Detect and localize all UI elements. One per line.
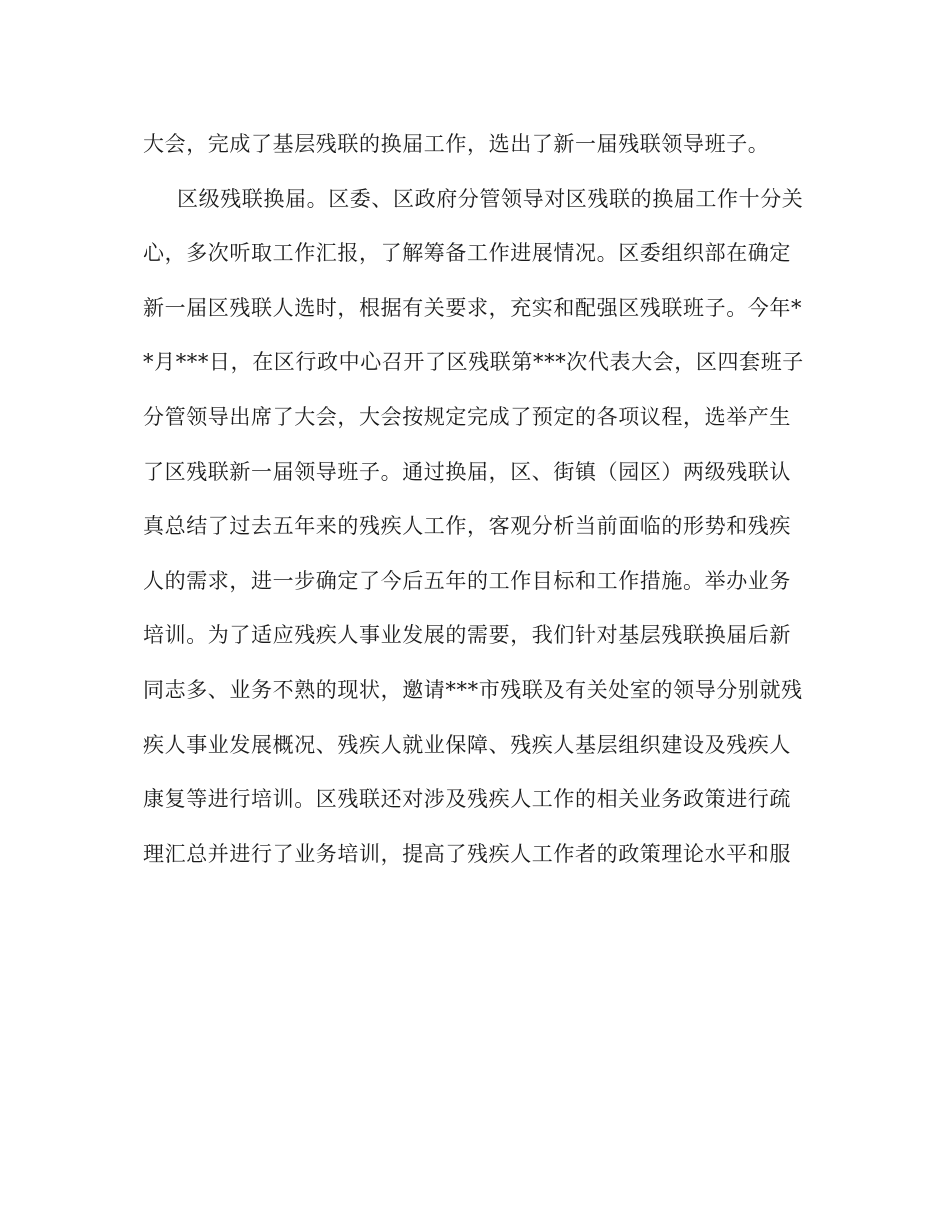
text-line: 了区残联新一届领导班子。通过换届，区、街镇（园区）两级残联认 — [143, 459, 791, 484]
text-line: 心，多次听取工作汇报，了解筹备工作进展情况。区委组织部在确定 — [143, 241, 791, 266]
document-body — [143, 124, 843, 888]
text-line: 分管领导出席了大会，大会按规定完成了预定的各项议程，选举产生 — [143, 404, 791, 429]
paragraph-first-line: 区级残联换届。区委、区政府分管领导对区残联的换届工作十分关 — [177, 186, 804, 211]
text-line: 理汇总并进行了业务培训，提高了残疾人工作者的政策理论水平和服 — [143, 841, 791, 866]
text-line: 培训。为了适应残疾人事业发展的需要，我们针对基层残联换届后新 — [143, 623, 791, 648]
text-line: 康复等进行培训。区残联还对涉及残疾人工作的相关业务政策进行疏 — [143, 787, 791, 812]
text-line: 人的需求，进一步确定了今后五年的工作目标和工作措施。举办业务 — [143, 568, 791, 593]
text-line: *月***日，在区行政中心召开了区残联第***次代表大会，区四套班子 — [143, 350, 804, 375]
text-line: 大会，完成了基层残联的换届工作，选出了新一届残联领导班子。 — [143, 132, 770, 156]
text-line: 同志多、业务不熟的现状，邀请***市残联及有关处室的领导分别就残 — [143, 677, 803, 702]
text-line: 真总结了过去五年来的残疾人工作，客观分析当前面临的形势和残疾 — [143, 514, 791, 539]
text-line: 新一届区残联人选时，根据有关要求，充实和配强区残联班子。今年* — [143, 295, 803, 320]
text-line: 疾人事业发展概况、残疾人就业保障、残疾人基层组织建设及残疾人 — [143, 732, 791, 757]
